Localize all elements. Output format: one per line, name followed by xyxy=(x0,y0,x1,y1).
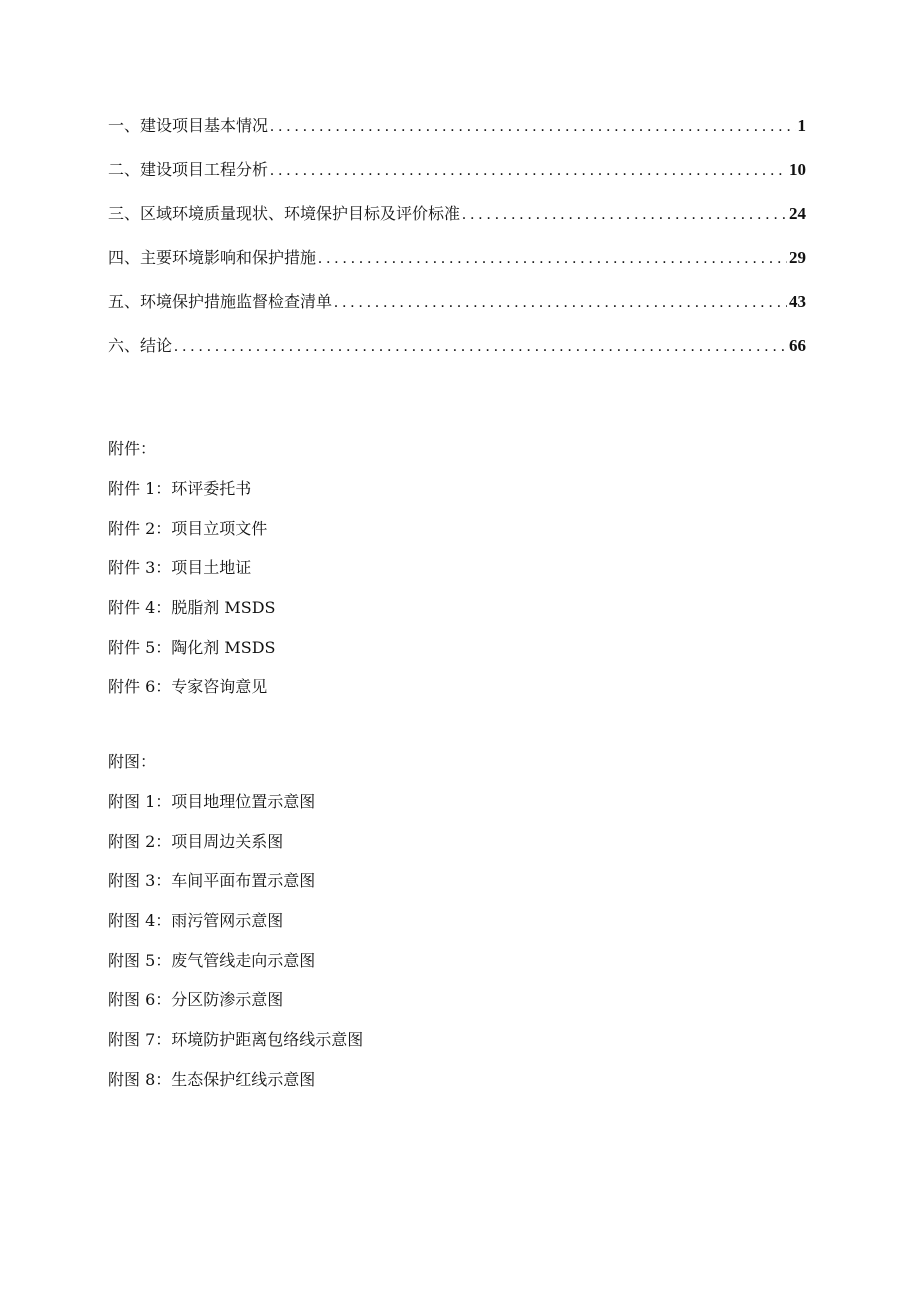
attachments-section xyxy=(108,435,276,713)
figure-item: 附图 4：雨污管网示意图 xyxy=(108,911,284,931)
toc-entry-title: 五、环境保护措施监督检查清单 xyxy=(108,292,333,311)
attachment-item: 附件 1：环评委托书 xyxy=(108,479,252,498)
figure-item: 附图 3：车间平面布置示意图 xyxy=(108,871,316,891)
toc-entry[interactable] xyxy=(108,244,806,288)
toc-entry-page: 1 xyxy=(797,116,806,135)
figure-item: 附图 6：分区防渗示意图 xyxy=(108,990,284,1010)
figure-item: 附图 5：废气管线走向示意图 xyxy=(108,950,316,970)
toc-entry[interactable] xyxy=(108,156,806,200)
toc-entry-title: 四、主要环境影响和保护措施 xyxy=(108,248,317,267)
attachment-item: 附件 5：陶化剂 MSDS xyxy=(108,637,276,657)
figure-item: 附图 2：项目周边关系图 xyxy=(108,831,284,851)
attachment-item: 附件 4：脱脂剂 MSDS xyxy=(108,598,276,618)
toc-entry-page: 10 xyxy=(789,160,806,179)
toc-dot-leader xyxy=(318,245,787,273)
toc-entry-page: 24 xyxy=(789,204,806,223)
figure-item: 附图 8：生态保护红线示意图 xyxy=(108,1069,316,1089)
toc-entry[interactable] xyxy=(108,288,806,332)
toc-entry-title: 三、区域环境质量现状、环境保护目标及评价标准 xyxy=(108,204,461,223)
toc-entry[interactable] xyxy=(108,200,806,244)
toc-entry[interactable] xyxy=(108,112,806,156)
attachment-item: 附件 6：专家咨询意见 xyxy=(108,677,268,697)
toc-dot-leader xyxy=(270,157,787,185)
toc-entry-title: 六、结论 xyxy=(108,336,173,355)
attachments-heading: 附件： xyxy=(108,439,157,458)
toc-dot-leader xyxy=(270,113,795,141)
figures-section xyxy=(108,748,363,1106)
attachment-item: 附件 3：项目土地证 xyxy=(108,558,252,578)
toc-dot-leader xyxy=(462,201,787,229)
toc-entry-title: 二、建设项目工程分析 xyxy=(108,160,269,179)
toc-entry[interactable] xyxy=(108,332,806,376)
attachment-item: 附件 2：项目立项文件 xyxy=(108,518,268,538)
toc-entry-page: 66 xyxy=(789,336,806,355)
figures-heading: 附图： xyxy=(108,752,157,771)
figure-item: 附图 1：项目地理位置示意图 xyxy=(108,792,316,811)
toc-entry-page: 29 xyxy=(789,248,806,267)
toc-entry-title: 一、建设项目基本情况 xyxy=(108,116,269,135)
toc-entry-page: 43 xyxy=(789,292,806,311)
toc-dot-leader xyxy=(174,333,787,361)
toc-dot-leader xyxy=(334,289,787,317)
table-of-contents xyxy=(108,112,806,376)
figure-item: 附图 7：环境防护距离包络线示意图 xyxy=(108,1030,364,1050)
